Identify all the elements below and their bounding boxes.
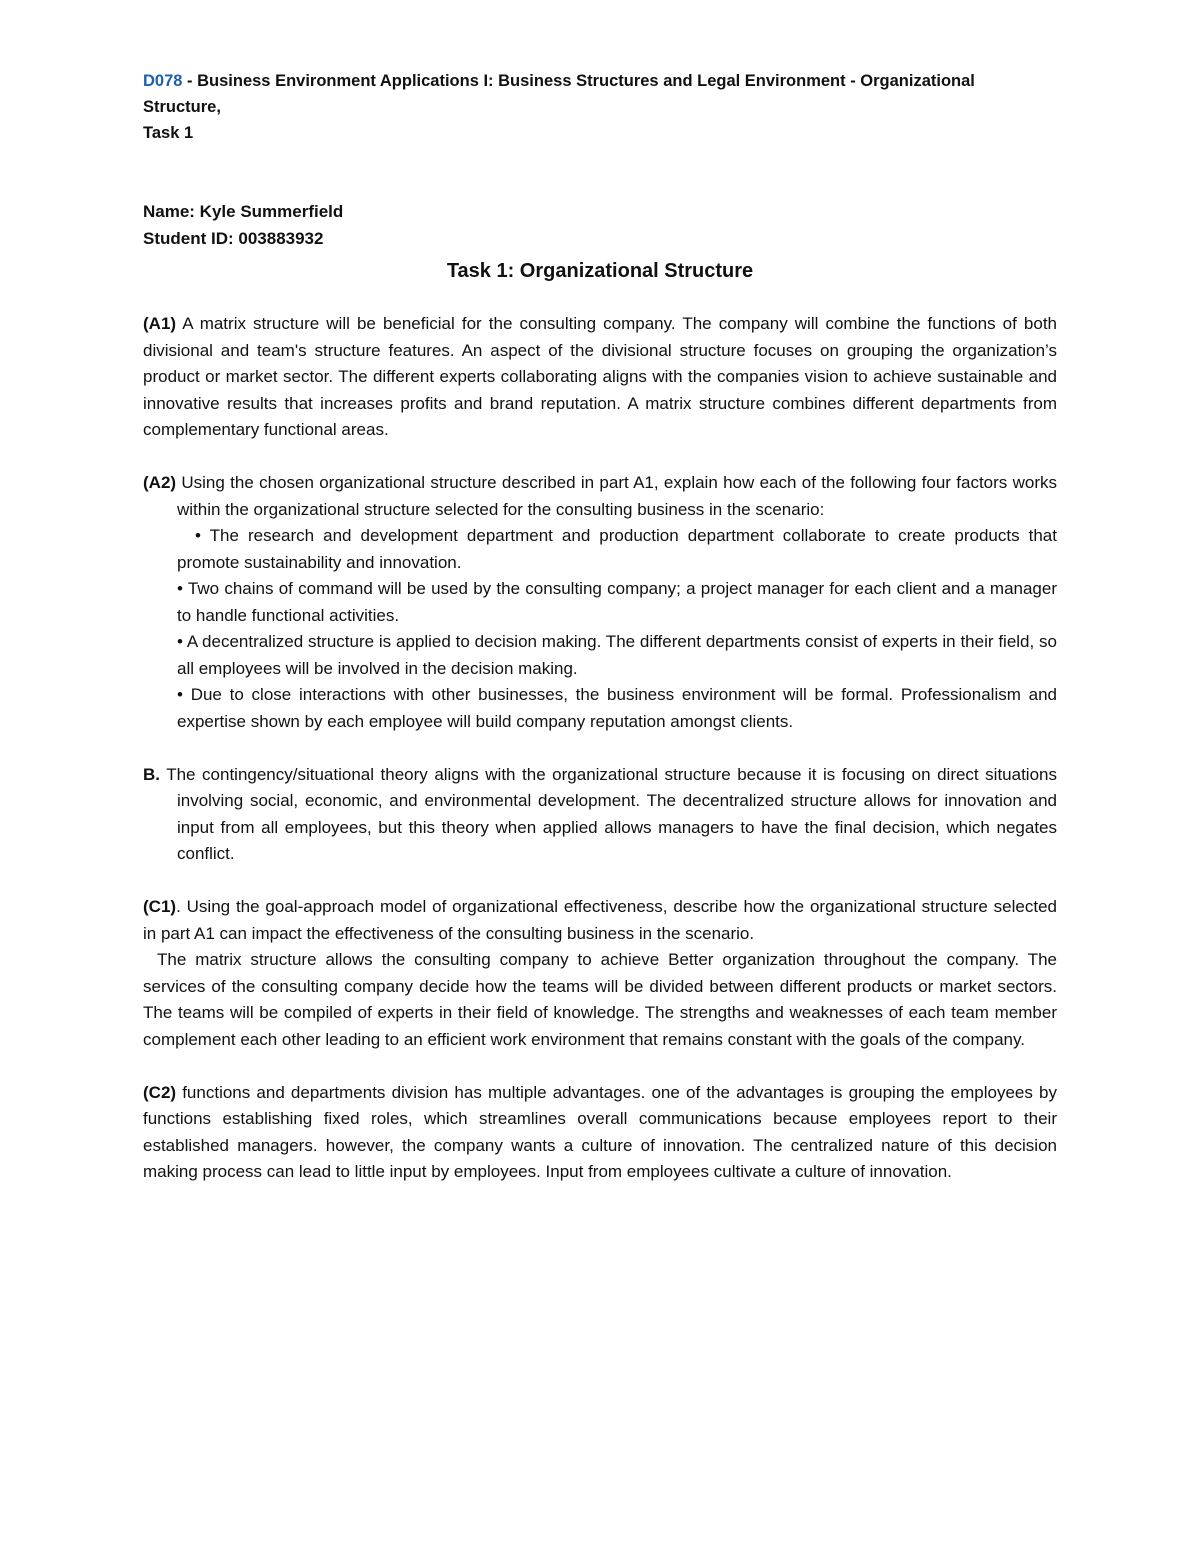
a1-text: A matrix structure will be beneficial for the consulting company. The company will combine the functions of both divisional and team's structure features. An aspect of the divisional structure focuses on grouping the organization’s product or market sector. The different experts collaborating aligns with the companies vision to achieve sustainable and innovative results that increases profits and brand reputation. A matrix structure combines different departments from complementary functional areas. bbox=[143, 314, 1057, 439]
a2-prompt-paragraph bbox=[143, 470, 1057, 523]
a1-tag: (A1) bbox=[143, 314, 177, 333]
student-name: Name: Kyle Summerfield bbox=[143, 202, 344, 221]
section-c1 bbox=[143, 894, 1057, 1053]
course-title: - Business Environment Applications I: Business Structures and Legal Environment - Organizational Structure, bbox=[143, 72, 975, 116]
a2-bullet-list bbox=[143, 523, 1057, 735]
c2-text: functions and departments division has multiple advantages. one of the advantages is grouping the employees by functions establishing fixed roles, which streamlines overall communications because employees report to their established managers. however, the company wants a culture of innovation. The centralized nature of this decision making process can lead to little input by employees. Input from employees cultivate a culture of innovation. bbox=[143, 1082, 1057, 1181]
a2-bullet-3: • A decentralized structure is applied to decision making. The different departments consist of experts in their field, so all employees will be involved in the decision making. bbox=[177, 632, 1057, 678]
c1-prompt-paragraph bbox=[143, 894, 1057, 947]
c2-tag: (C2) bbox=[143, 1082, 177, 1102]
a2-bullet-1: • The research and development department and production department collaborate to create products that promote sustainability and innovation. bbox=[177, 526, 1057, 572]
course-header bbox=[143, 68, 1057, 120]
b-tag: B. bbox=[143, 764, 160, 784]
a2-bullet-2: • Two chains of command will be used by the consulting company; a project manager for each client and a manager to handle functional activities. bbox=[177, 579, 1057, 625]
c1-prompt: . Using the goal-approach model of organizational effectiveness, describe how the organizational structure selected in part A1 can impact the effectiveness of the consulting business in the scenario. bbox=[143, 897, 1057, 943]
a2-tag: (A2) bbox=[143, 473, 177, 492]
a1-paragraph bbox=[143, 311, 1057, 444]
a2-bullet-4: • Due to close interactions with other businesses, the business environment will be formal. Professionalism and expertise shown by each employee will build company reputation amongst clients. bbox=[177, 685, 1057, 731]
task-line: Task 1 bbox=[143, 124, 194, 142]
b-text: The contingency/situational theory aligns with the organizational structure because it is focusing on direct situations involving social, economic, and environmental development. The decentralized structure allows for innovation and input from all employees, but this theory when applied allows managers to have the final decision, which negates conflict. bbox=[160, 764, 1057, 863]
student-id: Student ID: 003883932 bbox=[143, 229, 324, 248]
page-title: Task 1: Organizational Structure bbox=[446, 260, 754, 282]
c1-answer: The matrix structure allows the consulting company to achieve Better organization throughout the company. The services of the consulting company decide how the teams will be divided between different products or market sectors. The teams will be compiled of experts in their field of knowledge. The strengths and weaknesses of each team member complement each other leading to an efficient work environment that remains constant with the goals of the company. bbox=[143, 950, 1057, 1049]
student-identity bbox=[143, 198, 1057, 252]
section-c2 bbox=[143, 1080, 1057, 1186]
section-b bbox=[143, 762, 1057, 868]
c2-paragraph bbox=[143, 1080, 1057, 1186]
section-a1 bbox=[143, 311, 1057, 444]
b-paragraph bbox=[143, 762, 1057, 868]
a2-prompt: Using the chosen organizational structure described in part A1, explain how each of the following four factors works within the organizational structure selected for the consulting business in the scenario: bbox=[176, 473, 1057, 519]
section-a2 bbox=[143, 470, 1057, 735]
document-page bbox=[143, 68, 1057, 1212]
c1-tag: (C1) bbox=[143, 897, 177, 916]
course-code: D078 bbox=[143, 72, 183, 90]
